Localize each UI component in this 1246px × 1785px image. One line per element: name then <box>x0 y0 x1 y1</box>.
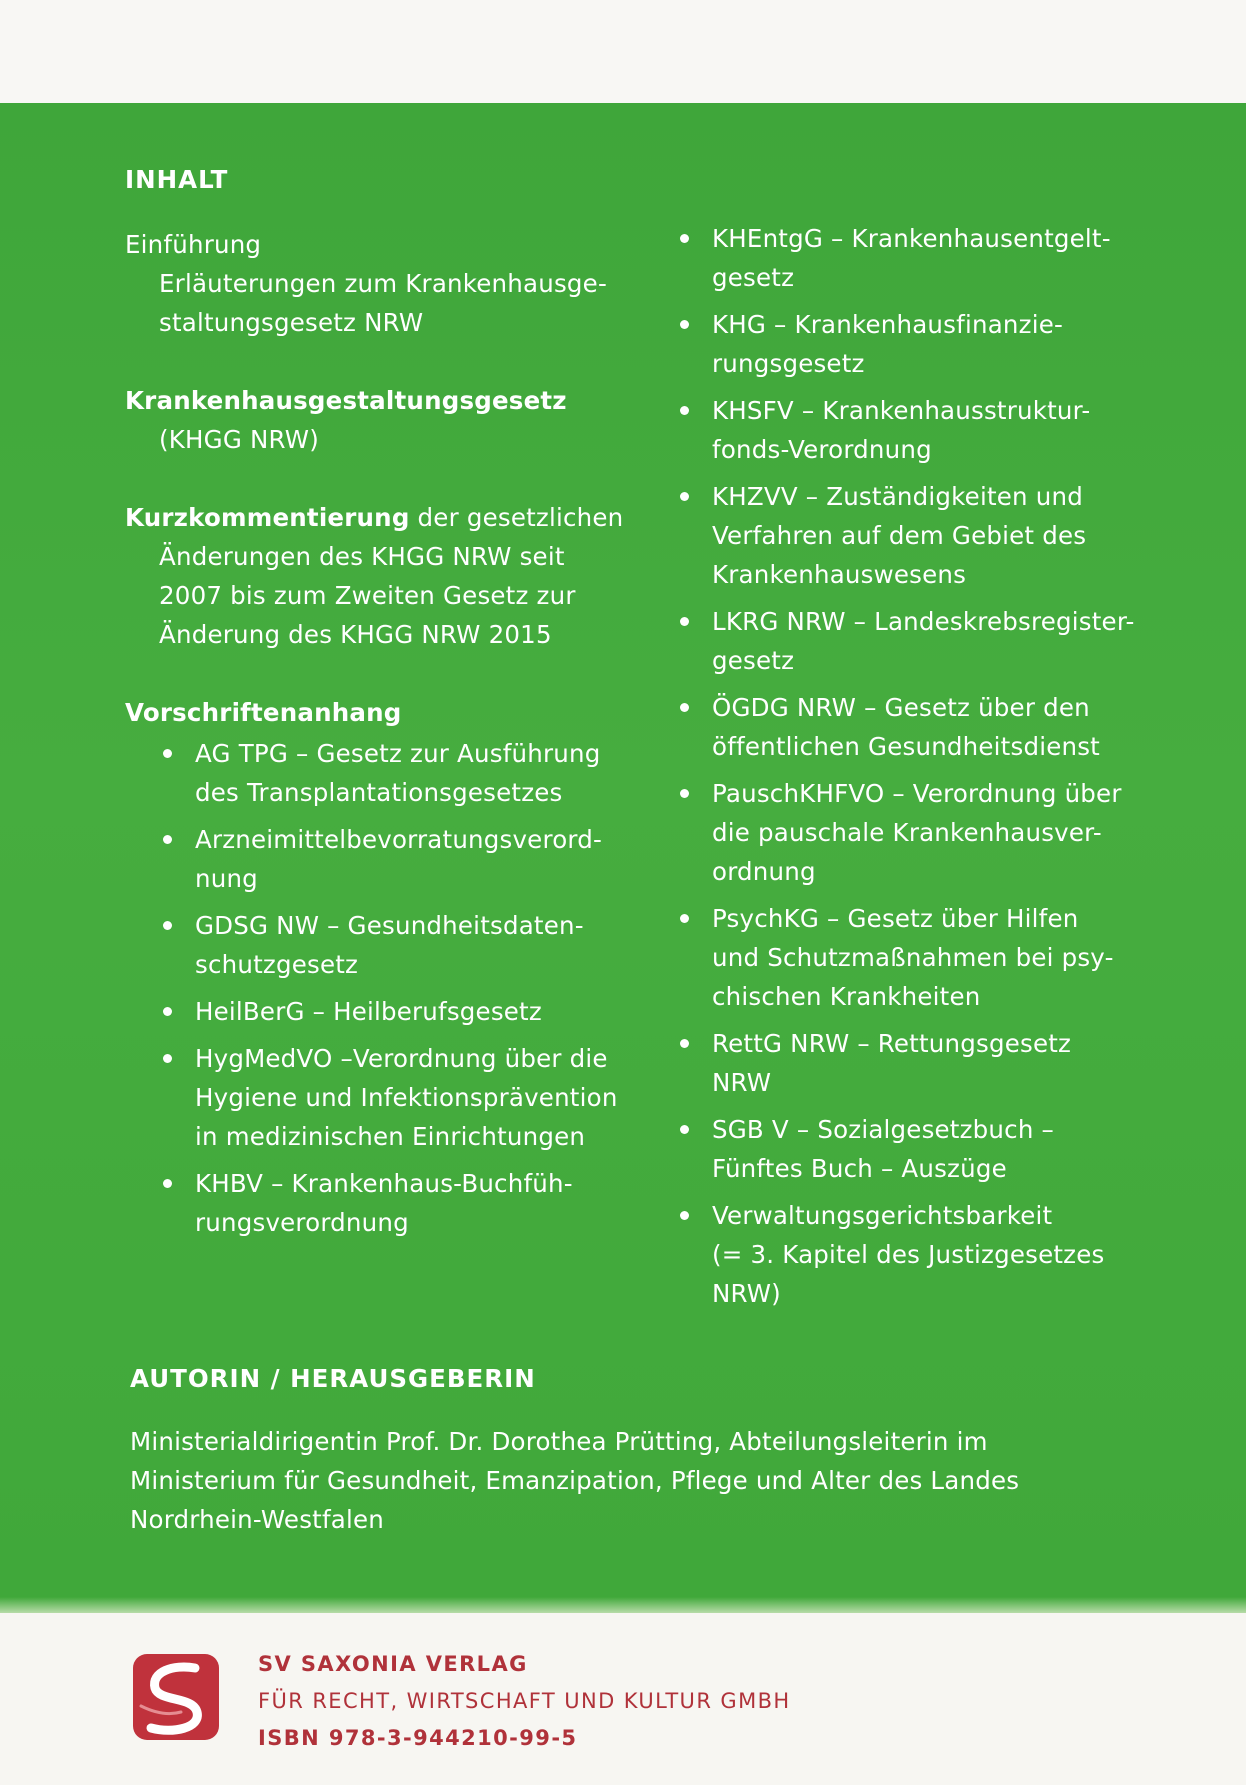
list-item-line: gesetz <box>712 646 795 675</box>
kurzkommentierung-bold: Kurzkommentierung <box>125 503 410 532</box>
list-item <box>676 1196 1146 1313</box>
kurzkommentierung-rest: der gesetzlichen <box>409 503 624 532</box>
kurzkommentierung-first-line <box>125 498 645 537</box>
list-item <box>676 391 1146 469</box>
list-item-line: in medizinischen Einrichtungen <box>195 1122 586 1151</box>
list-item-line: PauschKHFVO – Verordnung über <box>712 779 1122 808</box>
list-item-line: rungsverordnung <box>195 1208 409 1237</box>
einfuehrung-line: Erläuterungen zum Krankenhausge- <box>159 269 607 298</box>
isbn: ISBN 978-3-944210-99-5 <box>258 1726 578 1750</box>
list-item-line: ÖGDG NRW – Gesetz über den <box>712 693 1090 722</box>
list-item-line: des Transplantationsgesetzes <box>195 778 563 807</box>
list-item-line: AG TPG – Gesetz zur Ausführung <box>195 739 601 768</box>
list-item-line: ordnung <box>712 857 816 886</box>
list-item-line: (= 3. Kapitel des Justizgesetzes <box>712 1240 1105 1269</box>
vorschriften-left-list <box>159 734 645 1242</box>
list-item-line: GDSG NW – Gesundheitsdaten- <box>195 911 584 940</box>
publisher-name: SV SAXONIA VERLAG <box>258 1652 528 1676</box>
section-vorschriftenanhang <box>125 693 645 1242</box>
list-item-line: NRW <box>712 1068 772 1097</box>
list-item <box>676 774 1146 891</box>
list-item-line: KHG – Krankenhausfinanzie- <box>712 310 1064 339</box>
list-item-line: KHBV – Krankenhaus-Buchfüh- <box>195 1169 573 1198</box>
list-item <box>676 305 1146 383</box>
publisher-text <box>258 1646 791 1757</box>
vorschriften-right-list <box>676 219 1146 1313</box>
list-item-line: Krankenhauswesens <box>712 560 967 589</box>
list-item-line: PsychKG – Gesetz über Hilfen <box>712 904 1079 933</box>
section-einfuehrung <box>125 225 645 342</box>
author-line: Ministerialdirigentin Prof. Dr. Dorothea Prütting, Abteilungsleiterin im <box>130 1427 988 1456</box>
vorschriftenanhang-title: Vorschriftenanhang <box>125 698 402 727</box>
kurzkommentierung-line: Änderungen des KHGG NRW seit <box>159 542 565 571</box>
list-item-line: rungsgesetz <box>712 349 865 378</box>
list-item-line: Hygiene und Infektionsprävention <box>195 1083 618 1112</box>
author-section <box>130 1359 1130 1539</box>
author-line: Ministerium für Gesundheit, Emanzipation, Pflege und Alter des Landes <box>130 1466 1020 1495</box>
list-item <box>159 820 645 898</box>
list-item <box>159 906 645 984</box>
list-item-line: KHSFV – Krankenhausstruktur- <box>712 396 1091 425</box>
list-item-line: Verwaltungsgerichtsbarkeit <box>712 1201 1053 1230</box>
list-item <box>676 602 1146 680</box>
einfuehrung-line: staltungsgesetz NRW <box>159 308 424 337</box>
list-item <box>159 734 645 812</box>
list-item-line: die pauschale Krankenhausver- <box>712 818 1102 847</box>
list-item <box>159 1164 645 1242</box>
list-item-line: fonds-Verordnung <box>712 435 932 464</box>
list-item-line: und Schutzmaßnahmen bei psy- <box>712 943 1114 972</box>
list-item-line: HygMedVO –Verordnung über die <box>195 1044 608 1073</box>
list-item <box>159 1039 645 1156</box>
list-item-line: Verfahren auf dem Gebiet des <box>712 521 1087 550</box>
list-item-line: KHZVV – Zuständigkeiten und <box>712 482 1083 511</box>
list-item <box>676 1024 1146 1102</box>
list-item-line: gesetz <box>712 263 795 292</box>
heading-inhalt: INHALT <box>125 165 229 194</box>
list-item-line: nung <box>195 864 258 893</box>
einfuehrung-title: Einführung <box>125 230 262 259</box>
khgg-title: Krankenhausgestaltungsgesetz <box>125 386 567 415</box>
list-item <box>159 992 645 1031</box>
list-item-line: öffentlichen Gesundheitsdienst <box>712 732 1100 761</box>
list-item-line: KHEntgG – Krankenhausentgelt- <box>712 224 1111 253</box>
list-item-line: Fünftes Buch – Auszüge <box>712 1154 1007 1183</box>
kurzkommentierung-line: 2007 bis zum Zweiten Gesetz zur <box>159 581 576 610</box>
kurzkommentierung-line: Änderung des KHGG NRW 2015 <box>159 620 552 649</box>
list-item-line: NRW) <box>712 1279 781 1308</box>
left-column <box>125 160 645 1250</box>
list-item-line: chischen Krankheiten <box>712 982 981 1011</box>
list-item-line: Arzneimittelbevorratungsverord- <box>195 825 603 854</box>
list-item-line: schutzgesetz <box>195 950 359 979</box>
section-khgg <box>125 381 645 459</box>
author-line: Nordrhein-Westfalen <box>130 1505 385 1534</box>
right-column <box>676 219 1146 1321</box>
list-item-line: HeilBerG – Heilberufsgesetz <box>195 997 542 1026</box>
author-heading: AUTORIN / HERAUSGEBERIN <box>130 1364 536 1393</box>
section-kurzkommentierung <box>125 498 645 654</box>
list-item <box>676 1110 1146 1188</box>
list-item-line: LKRG NRW – Landeskrebsregister- <box>712 607 1135 636</box>
list-item-line: SGB V – Sozialgesetzbuch – <box>712 1115 1054 1144</box>
publisher-subtitle: FÜR RECHT, WIRTSCHAFT UND KULTUR GMBH <box>258 1689 791 1713</box>
list-item <box>676 688 1146 766</box>
khgg-subtitle: (KHGG NRW) <box>159 425 319 454</box>
panel-fade <box>0 1597 1246 1613</box>
list-item <box>676 899 1146 1016</box>
list-item-line: RettG NRW – Rettungsgesetz <box>712 1029 1072 1058</box>
list-item <box>676 477 1146 594</box>
top-margin-band <box>0 0 1246 103</box>
list-item <box>676 219 1146 297</box>
saxonia-logo-icon <box>133 1654 219 1740</box>
